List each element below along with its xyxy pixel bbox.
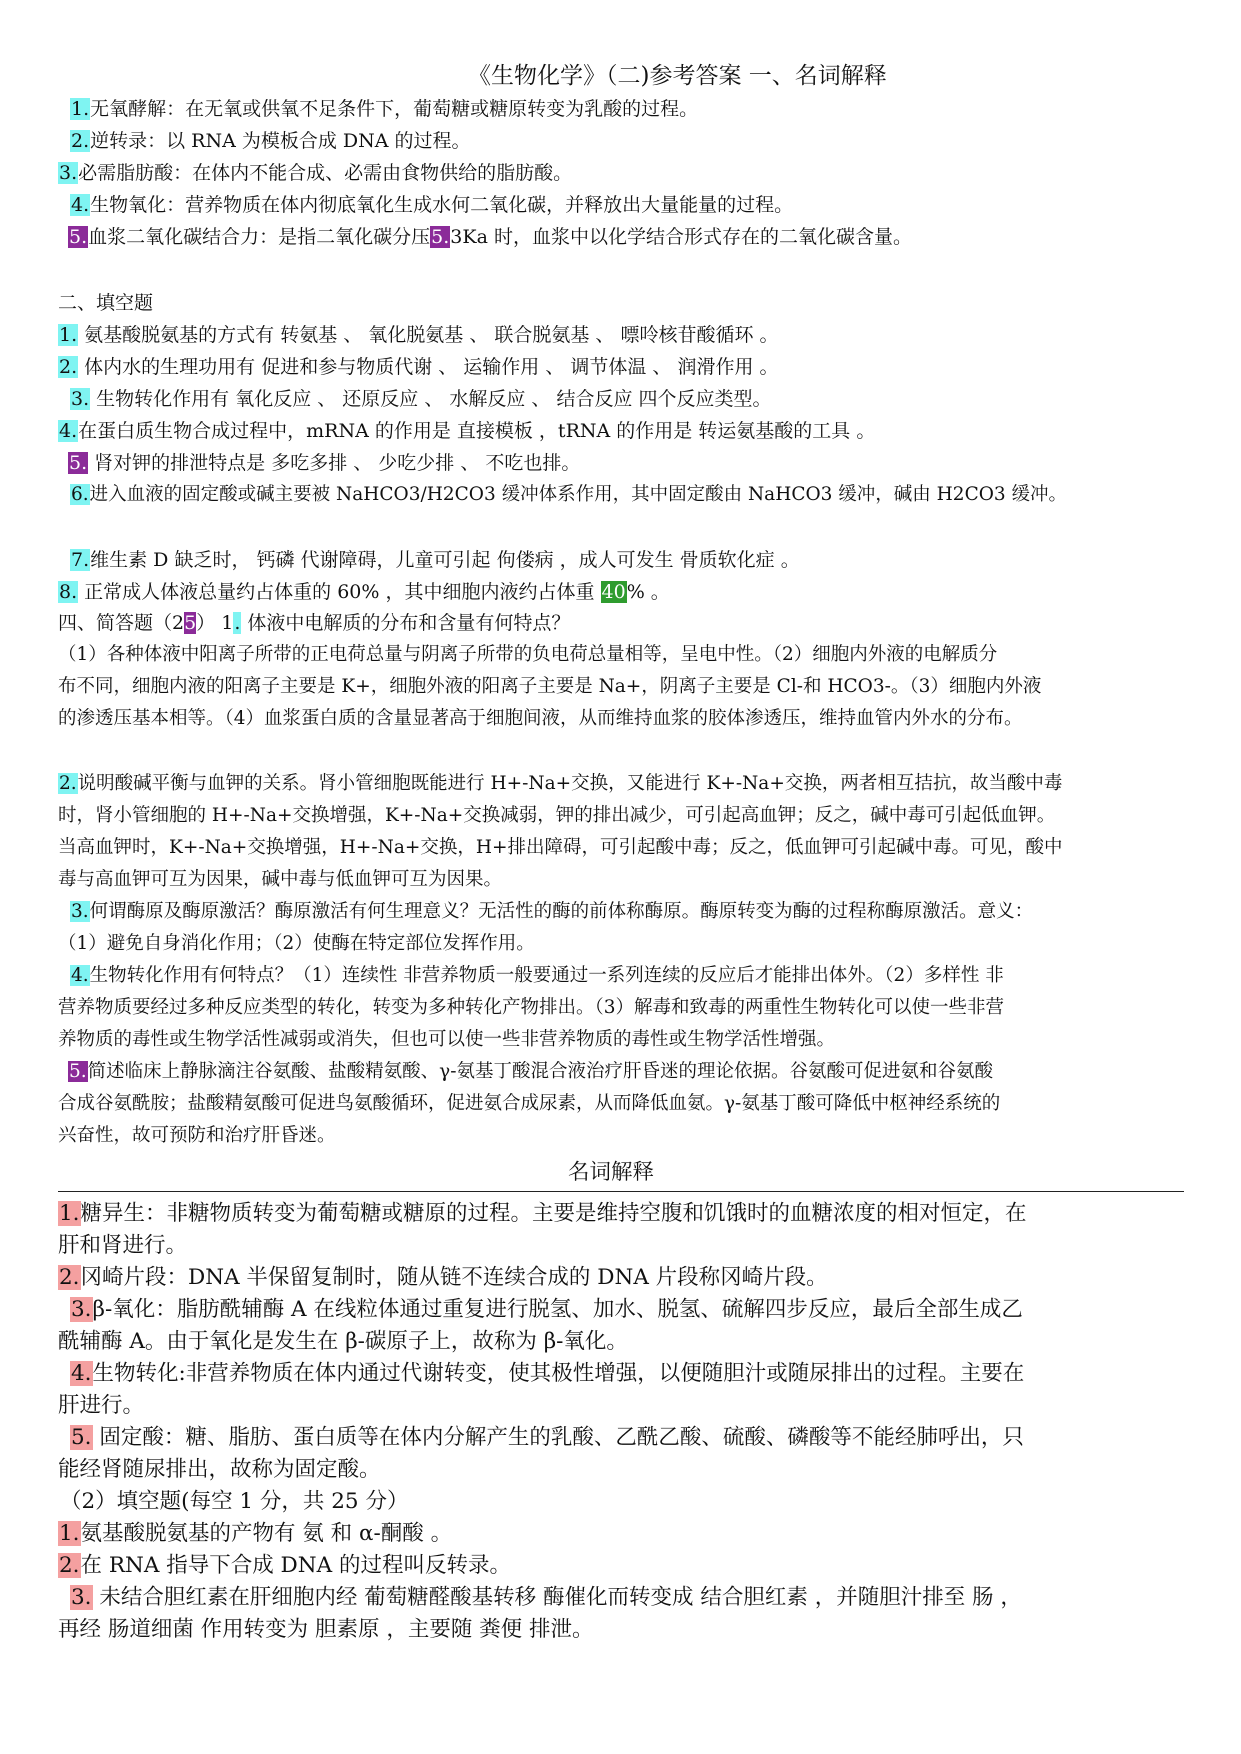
fill-8 — [58, 579, 670, 605]
fill-2 — [58, 354, 779, 380]
term2-1 — [58, 1199, 1027, 1229]
question-text: 何谓酶原及酶原激活？酶原激活有何生理意义？无活性的酶的前体称酶原。酶原转变为酶的过程称酶原激活。意义： — [89, 901, 1034, 922]
fill-text: 肾对钾的排泄特点是 多吃多排 、 少吃少排 、 不吃也排。 — [88, 452, 581, 474]
item-number: 5. — [69, 1061, 87, 1082]
term-text: 生物转化:非营养物质在体内通过代谢转变，使其极性增强，以便随胆汁或随尿排出的过程。主要在 — [92, 1361, 1025, 1386]
answer-line: 毒与高血钾可互为因果，碱中毒与低血钾可互为因果。 — [58, 869, 503, 890]
term2-5 — [70, 1423, 1024, 1453]
section4-prefix: 四、简答题（2 — [58, 612, 185, 634]
fill-5 — [68, 450, 580, 476]
fill-text: 氨基酸脱氨基的产物有 氨 和 α-酮酸 。 — [80, 1521, 453, 1546]
item-number: 3. — [71, 901, 89, 922]
answer-line: 合成谷氨酰胺；盐酸精氨酸可促进鸟氨酸循环，促进氨合成尿素，从而降低血氨。γ-氨基丁酸可降低中枢神经系统的 — [58, 1093, 1001, 1114]
item-number: 1. — [71, 98, 90, 120]
answer-line: 时，肾小管细胞的 H+-Na+交换增强，K+-Na+交换减弱，钾的排出减少，可引起高血钾；反之，碱中毒可引起低血钾。 — [58, 805, 1056, 826]
item-number: 2. — [59, 356, 78, 378]
section-heading: 二、填空题 — [58, 292, 154, 314]
answer-line: 营养物质要经过多种反应类型的转化，转变为多种转化产物排出。（3）解毒和致毒的两重性生物转化可以使一些非营 — [58, 997, 1005, 1018]
item-number: . — [234, 612, 241, 634]
item-number: 4. — [71, 194, 90, 216]
fill-text: 维生素 D 缺乏时， 钙磷 代谢障碍，儿童可引起 佝偻病 ，成人可发生 骨质软化症 。 — [90, 549, 800, 571]
question-2 — [58, 771, 1062, 797]
part2-fill-heading: （2）填空题(每空 1 分，共 25 分） — [60, 1489, 409, 1514]
term2-5-cont: 能经肾随尿排出，故称为固定酸。 — [58, 1457, 381, 1482]
item-number: 7. — [71, 549, 90, 571]
term-text: 血浆二氧化碳结合力：是指二氧化碳分压 — [88, 226, 431, 248]
answer-line: 当高血钾时，K+-Na+交换增强，H+-Na+交换，H+排出障碍，可引起酸中毒；反之，低血钾可引起碱中毒。可见，酸中 — [58, 837, 1063, 858]
fill2-3 — [70, 1583, 1022, 1613]
fill-text: 氨基酸脱氨基的方式有 转氨基 、 氧化脱氨基 、 联合脱氨基 、 嘌呤核苷酸循环 。 — [78, 324, 779, 346]
item-number: 4. — [71, 965, 89, 986]
fill2-3-cont: 再经 肠道细菌 作用转变为 胆素原 ，主要随 粪便 排泄。 — [58, 1617, 594, 1642]
question-text: 说明酸碱平衡与血钾的关系。肾小管细胞既能进行 H+-Na+交换，又能进行 K+-Na+交换，两者相互拮抗，故当酸中毒 — [77, 773, 1063, 794]
item-number: 8. — [59, 581, 78, 603]
part2-heading: 名词解释 — [568, 1160, 655, 1185]
term-2 — [70, 128, 471, 154]
item-number: 3. — [71, 1585, 92, 1610]
section4-heading — [58, 610, 570, 636]
fill-text: 进入血液的固定酸或碱主要被 NaHCO3/H2CO3 缓冲体系作用，其中固定酸由 NaHCO3 缓冲，碱由 H2CO3 缓冲。 — [89, 484, 1068, 505]
term2-2 — [58, 1263, 828, 1293]
highlight-number: 5. — [431, 226, 450, 248]
fill-text: 正常成人体液总量约占体重的 60% ，其中细胞内液约占体重 — [78, 581, 601, 603]
term-text: 生物氧化：营养物质在体内彻底氧化生成水何二氧化碳，并释放出大量能量的过程。 — [90, 194, 794, 216]
item-number: 3. — [71, 388, 90, 410]
item-number: 2. — [59, 1553, 80, 1578]
item-number: 4. — [71, 1361, 92, 1386]
term-text: 固定酸：糖、脂肪、蛋白质等在体内分解产生的乳酸、乙酰乙酸、硫酸、磷酸等不能经肺呼出，只 — [92, 1425, 1024, 1450]
fill-7 — [70, 547, 800, 573]
term2-3-cont: 酰辅酶 A。由于氧化是发生在 β-碳原子上，故称为 β-氧化。 — [58, 1329, 628, 1354]
question-5 — [68, 1059, 993, 1085]
answer-line: 的渗透压基本相等。（4）血浆蛋白质的含量显著高于细胞间液，从而维持血浆的胶体渗透压，维持血管内外水的分布。 — [58, 708, 1023, 729]
term-1 — [70, 96, 698, 122]
term-text-cont: 3Ka 时，血浆中以化学结合形式存在的二氧化碳含量。 — [450, 226, 912, 248]
question-3 — [70, 899, 1033, 925]
fill-6 — [70, 482, 1067, 508]
term-4 — [70, 192, 793, 218]
term-5 — [68, 224, 912, 250]
question-4 — [70, 963, 1004, 989]
item-number: 1. — [59, 1201, 80, 1226]
term-3 — [58, 160, 572, 186]
item-number: 6. — [71, 484, 89, 505]
fill-text: 体内水的生理功用有 促进和参与物质代谢 、 运输作用 、 调节体温 、 润滑作用 。 — [78, 356, 779, 378]
answer-line: （1）避免自身消化作用；（2）使酶在特定部位发挥作用。 — [58, 933, 535, 954]
term-text: β-氧化：脂肪酰辅酶 A 在线粒体通过重复进行脱氢、加水、脱氢、硫解四步反应，最后全部生成乙 — [92, 1297, 1023, 1322]
item-number: 3. — [59, 162, 78, 184]
item-number: 2. — [59, 773, 77, 794]
answer-line: 养物质的毒性或生物学活性减弱或消失，但也可以使一些非营养物质的毒性或生物学活性增强。 — [58, 1029, 836, 1050]
fill-text: 在 RNA 指导下合成 DNA 的过程叫反转录。 — [80, 1553, 511, 1578]
item-number: 1. — [59, 1521, 80, 1546]
item-number: 5. — [69, 226, 88, 248]
fill-text-cont: % 。 — [626, 581, 670, 603]
term2-1-cont: 肝和肾进行。 — [58, 1233, 188, 1258]
item-number: 2. — [71, 130, 90, 152]
answer-line: 兴奋性，故可预防和治疗肝昏迷。 — [58, 1125, 336, 1146]
question-text: 简述临床上静脉滴注谷氨酸、盐酸精氨酸、γ-氨基丁酸混合液治疗肝昏迷的理论依据。谷氨酸可促进氨和谷氨酸 — [87, 1061, 993, 1082]
term2-4 — [70, 1359, 1024, 1389]
fill-text: 生物转化作用有 氧化反应 、 还原反应 、 水解反应 、 结合反应 四个反应类型。 — [90, 388, 772, 410]
highlight-number: 5 — [184, 612, 197, 634]
fill-text: 未结合胆红素在肝细胞内经 葡萄糖醛酸基转移 酶催化而转变成 结合胆红素 ，并随胆汁排至 肠 ， — [92, 1585, 1022, 1610]
question-text: 体液中电解质的分布和含量有何特点？ — [241, 612, 571, 634]
item-number: 4. — [59, 420, 78, 442]
fill-3 — [70, 386, 772, 412]
item-number: 2. — [59, 1265, 80, 1290]
term-text: 逆转录：以 RNA 为模板合成 DNA 的过程。 — [90, 130, 471, 152]
section4-suffix: ） 1 — [196, 612, 234, 634]
term-text: 无氧酵解：在无氧或供氧不足条件下，葡萄糖或糖原转变为乳酸的过程。 — [90, 98, 699, 120]
question-text: 生物转化作用有何特点？（1）连续性 非营养物质一般要通过一系列连续的反应后才能排出体外。（2）多样性 非 — [89, 965, 1004, 986]
item-number: 5. — [71, 1425, 92, 1450]
term-text: 必需脂肪酸：在体内不能合成、必需由食物供给的脂肪酸。 — [78, 162, 573, 184]
fill-4 — [58, 418, 875, 444]
term2-4-cont: 肝进行。 — [58, 1393, 145, 1418]
term-text: 冈崎片段：DNA 半保留复制时，随从链不连续合成的 DNA 片段称冈崎片段。 — [80, 1265, 828, 1290]
item-number: 3. — [71, 1297, 92, 1322]
answer-line: 布不同，细胞内液的阳离子主要是 K+，细胞外液的阳离子主要是 Na+，阴离子主要是 Cl-和 HCO3-。（3）细胞内外液 — [58, 676, 1042, 697]
fill-text: 在蛋白质生物合成过程中，mRNA 的作用是 直接模板 ，tRNA 的作用是 转运氨基酸的工具 。 — [78, 420, 876, 442]
term-text: 糖异生：非糖物质转变为葡萄糖或糖原的过程。主要是维持空腹和饥饿时的血糖浓度的相对恒定，在 — [80, 1201, 1027, 1226]
fill2-2 — [58, 1551, 511, 1581]
term2-3 — [70, 1295, 1023, 1325]
fill-1 — [58, 322, 779, 348]
fill2-1 — [58, 1519, 452, 1549]
page-title: 《生物化学》（二)参考答案 一、名词解释 — [468, 63, 887, 89]
item-number: 1. — [59, 324, 78, 346]
answer-line: （1）各种体液中阳离子所带的正电荷总量与阴离子所带的负电荷总量相等，呈电中性。（2）细胞内外液的电解质分 — [58, 644, 998, 665]
divider — [58, 1191, 1184, 1192]
highlight-value: 40 — [601, 581, 626, 603]
item-number: 5. — [69, 452, 88, 474]
